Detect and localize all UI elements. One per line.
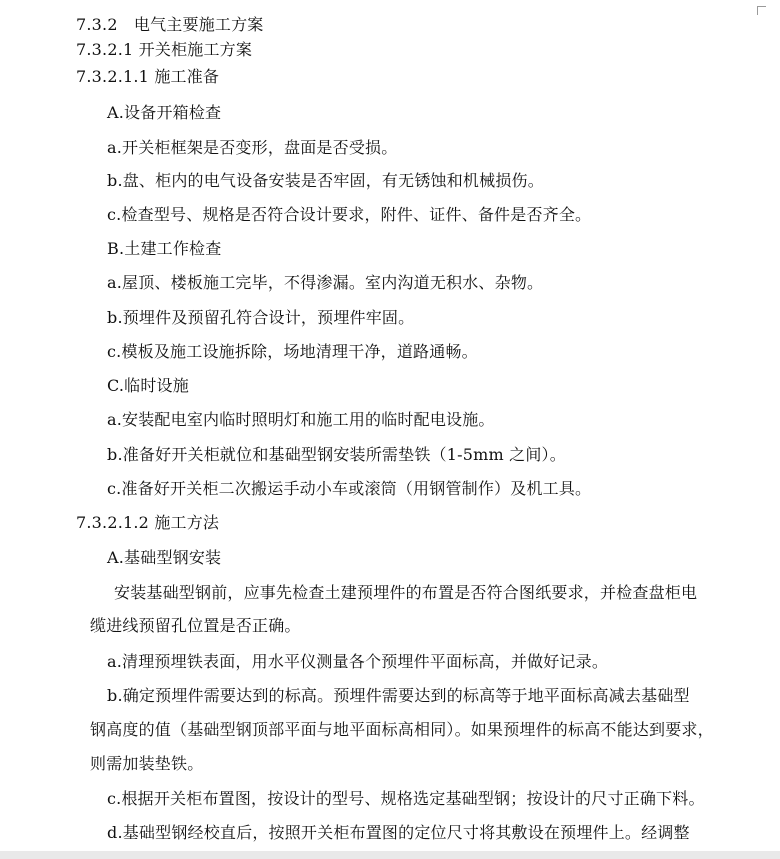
step-b-line-1: b.确定预埋件需要达到的标高。预埋件需要达到的标高等于地平面标高减去基础型 — [107, 686, 690, 705]
heading-7-3-2-1: 7.3.2.1 开关柜施工方案 — [76, 40, 253, 59]
subheading-b: B.土建工作检查 — [107, 239, 222, 258]
subheading-c: C.临时设施 — [107, 376, 189, 395]
step-d: d.基础型钢经校直后，按照开关柜布置图的定位尺寸将其敷设在预埋件上。经调整 — [107, 823, 690, 842]
item-a-a: a.开关柜框架是否变形，盘面是否受损。 — [107, 138, 398, 157]
subheading-a: A.设备开箱检查 — [107, 103, 222, 122]
item-c-c: c.准备好开关柜二次搬运手动小车或滚筒（用钢管制作）及机工具。 — [107, 479, 592, 498]
heading-7-3-2: 7.3.2 电气主要施工方案 — [76, 15, 264, 34]
page-bottom-band — [0, 851, 780, 859]
paragraph-line-1: 安装基础型钢前，应事先检查土建预埋件的布置是否符合图纸要求，并检查盘柜电 — [114, 583, 698, 602]
item-b-a: a.屋顶、楼板施工完毕，不得渗漏。室内沟道无积水、杂物。 — [107, 273, 544, 292]
item-b-c: c.模板及施工设施拆除，场地清理干净，道路通畅。 — [107, 342, 478, 361]
item-a-c: c.检查型号、规格是否符合设计要求，附件、证件、备件是否齐全。 — [107, 205, 592, 224]
step-b-line-3: 则需加装垫铁。 — [90, 754, 204, 773]
item-a-b: b.盘、柜内的电气设备安装是否牢固，有无锈蚀和机械损伤。 — [107, 171, 544, 190]
page-corner-mark — [757, 6, 766, 15]
heading-7-3-2-1-1: 7.3.2.1.1 施工准备 — [76, 67, 220, 86]
subheading-foundation-steel: A.基础型钢安装 — [107, 548, 222, 567]
step-a: a.清理预埋铁表面，用水平仪测量各个预埋件平面标高，并做好记录。 — [107, 652, 609, 671]
step-c: c.根据开关柜布置图，按设计的型号、规格选定基础型钢；按设计的尺寸正确下料。 — [107, 789, 705, 808]
heading-7-3-2-1-2: 7.3.2.1.2 施工方法 — [76, 513, 220, 532]
step-b-line-2: 钢高度的值（基础型钢顶部平面与地平面标高相同）。如果预埋件的标高不能达到要求， — [90, 720, 714, 739]
item-c-a: a.安装配电室内临时照明灯和施工用的临时配电设施。 — [107, 410, 495, 429]
item-b-b: b.预埋件及预留孔符合设计，预埋件牢固。 — [107, 308, 415, 327]
item-c-b: b.准备好开关柜就位和基础型钢安装所需垫铁（1-5mm 之间）。 — [107, 445, 566, 464]
paragraph-line-2: 缆进线预留孔位置是否正确。 — [90, 616, 301, 635]
